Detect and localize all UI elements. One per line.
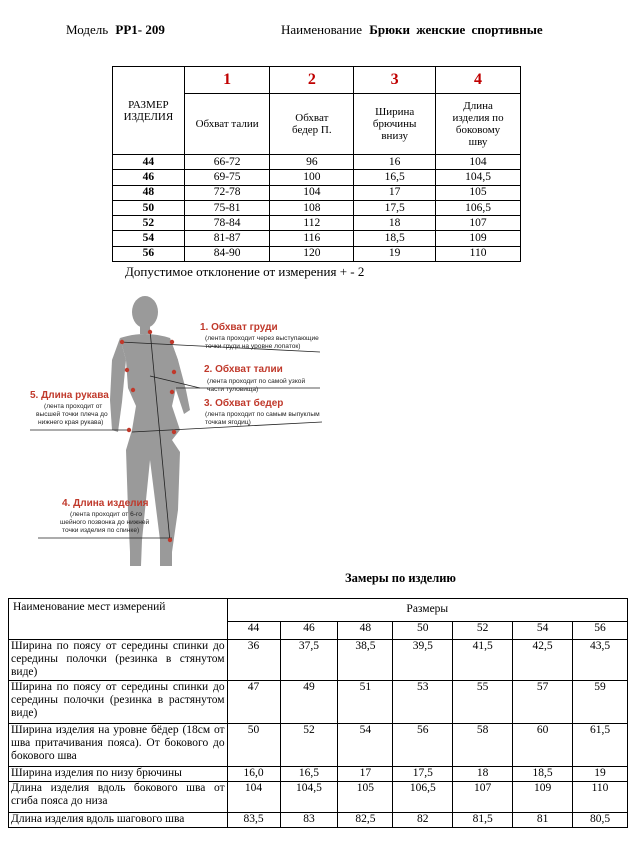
label-length-desc: шейного позвонка до нижней: [60, 519, 150, 526]
measure-value-cell: 80,5: [573, 813, 628, 828]
size-value-cell: 104: [436, 155, 521, 170]
size-cell: 50: [113, 200, 185, 215]
column-header: Обхват талии: [184, 94, 270, 155]
measure-value-cell: 19: [573, 767, 628, 782]
measure-value-cell: 82: [393, 813, 453, 828]
label-sleeve-title: 5. Длина рукава: [30, 390, 109, 401]
measure-value-cell: 83: [280, 813, 338, 828]
size-value-cell: 19: [354, 246, 436, 261]
measure-value-cell: 16,5: [280, 767, 338, 782]
size-value-cell: 116: [270, 231, 354, 246]
measure-value-cell: 18: [453, 767, 513, 782]
measure-row: [9, 813, 628, 828]
size-value-cell: 66-72: [184, 155, 270, 170]
size-value-cell: 107: [436, 216, 521, 231]
column-number: 4: [436, 67, 521, 94]
column-header: Ширина брючины внизу: [354, 94, 436, 155]
measure-value-cell: 81: [513, 813, 573, 828]
measure-row: [9, 681, 628, 724]
size-value-cell: 18: [354, 216, 436, 231]
column-header: Длина изделия по боковому шву: [436, 94, 521, 155]
measure-value-cell: 39,5: [393, 640, 453, 681]
measure-value-cell: 53: [393, 681, 453, 724]
column-header: Обхват бедер П.: [270, 94, 354, 155]
measurement-figure: [0, 290, 360, 575]
measure-value-cell: 42,5: [513, 640, 573, 681]
size-value-cell: 104: [270, 185, 354, 200]
measure-value-cell: 81,5: [453, 813, 513, 828]
column-number: 1: [184, 67, 270, 94]
measure-head-label: Наименование мест измерений: [9, 599, 228, 640]
measure-row: [9, 767, 628, 782]
measure-value-cell: 104: [227, 782, 280, 813]
measure-value-cell: 18,5: [513, 767, 573, 782]
size-header-cell: 50: [393, 621, 453, 639]
size-value-cell: 17,5: [354, 200, 436, 215]
label-sleeve-desc: нижнего края рукава): [38, 419, 104, 426]
measure-value-cell: 106,5: [393, 782, 453, 813]
measure-value-cell: 43,5: [573, 640, 628, 681]
product-name-line: [281, 22, 543, 38]
label-length-desc: (лента проходит от 6-го: [70, 511, 142, 518]
size-value-cell: 72-78: [184, 185, 270, 200]
size-row: [113, 170, 521, 185]
size-value-cell: 109: [436, 231, 521, 246]
label-length-desc: точки изделия по спинке): [62, 527, 140, 534]
size-value-cell: 78-84: [184, 216, 270, 231]
size-cell: 52: [113, 216, 185, 231]
size-cell: 46: [113, 170, 185, 185]
label-sleeve-desc: высшей точки плеча до: [36, 411, 108, 418]
size-header-cell: 46: [280, 621, 338, 639]
measure-name-cell: Ширина по поясу от середины спинки до середины полочки (резинка в стянутом виде): [9, 640, 228, 681]
name-value: Брюки женские спортивные: [369, 22, 543, 37]
size-table: [112, 66, 521, 262]
label-chest-title: 1. Обхват груди: [200, 322, 278, 333]
size-value-cell: 75-81: [184, 200, 270, 215]
size-value-cell: 104,5: [436, 170, 521, 185]
size-value-cell: 112: [270, 216, 354, 231]
measure-value-cell: 104,5: [280, 782, 338, 813]
measure-value-cell: 49: [280, 681, 338, 724]
size-row: [113, 231, 521, 246]
size-row: [113, 155, 521, 170]
size-header-cell: 44: [227, 621, 280, 639]
size-header-cell: 56: [573, 621, 628, 639]
size-header-cell: 48: [338, 621, 393, 639]
label-sleeve-desc: (лента проходит от: [44, 403, 103, 410]
measure-value-cell: 41,5: [453, 640, 513, 681]
measure-row: [9, 724, 628, 767]
measure-value-cell: 109: [513, 782, 573, 813]
measure-value-cell: 16,0: [227, 767, 280, 782]
size-row: [113, 185, 521, 200]
size-cell: 54: [113, 231, 185, 246]
measure-name-cell: Ширина изделия на уровне бёдер (18см от шва притачивания пояса). От бокового до бокового шва: [9, 724, 228, 767]
measure-value-cell: 38,5: [338, 640, 393, 681]
measure-value-cell: 105: [338, 782, 393, 813]
size-value-cell: 16,5: [354, 170, 436, 185]
measure-row: [9, 640, 628, 681]
name-label: Наименование: [281, 22, 362, 37]
measure-value-cell: 17,5: [393, 767, 453, 782]
size-value-cell: 84-90: [184, 246, 270, 261]
size-value-cell: 96: [270, 155, 354, 170]
label-chest-desc: (лента проходит через выступающие: [205, 335, 319, 342]
measure-value-cell: 50: [227, 724, 280, 767]
size-row-header: РАЗМЕР ИЗДЕЛИЯ: [113, 67, 185, 155]
measure-value-cell: 107: [453, 782, 513, 813]
measure-table: [8, 598, 628, 828]
size-value-cell: 18,5: [354, 231, 436, 246]
measure-value-cell: 51: [338, 681, 393, 724]
measure-name-cell: Длина изделия вдоль бокового шва от сгиба пояса до низа: [9, 782, 228, 813]
measure-value-cell: 110: [573, 782, 628, 813]
measure-name-cell: Ширина по поясу от середины спинки до середины полочки (резинка в растянутом виде): [9, 681, 228, 724]
size-cell: 44: [113, 155, 185, 170]
size-value-cell: 108: [270, 200, 354, 215]
measure-value-cell: 36: [227, 640, 280, 681]
size-value-cell: 100: [270, 170, 354, 185]
measure-value-cell: 59: [573, 681, 628, 724]
size-header-cell: 52: [453, 621, 513, 639]
measure-value-cell: 54: [338, 724, 393, 767]
measure-row: [9, 782, 628, 813]
size-value-cell: 110: [436, 246, 521, 261]
size-row: [113, 246, 521, 261]
measure-value-cell: 47: [227, 681, 280, 724]
label-chest-desc: точки груди на уровне лопаток): [205, 343, 301, 350]
size-cell: 56: [113, 246, 185, 261]
size-row: [113, 200, 521, 215]
measure-value-cell: 57: [513, 681, 573, 724]
size-header-cell: 54: [513, 621, 573, 639]
measure-value-cell: 52: [280, 724, 338, 767]
size-value-cell: 106,5: [436, 200, 521, 215]
model-value: РР1- 209: [115, 22, 165, 37]
size-value-cell: 81-87: [184, 231, 270, 246]
size-value-cell: 105: [436, 185, 521, 200]
label-hips-desc: (лента проходит по самым выпуклым: [205, 411, 320, 418]
measure-value-cell: 82,5: [338, 813, 393, 828]
measure-value-cell: 60: [513, 724, 573, 767]
label-length-title: 4. Длина изделия: [62, 498, 149, 509]
measure-value-cell: 56: [393, 724, 453, 767]
tolerance-note: Допустимое отклонение от измерения + - 2: [125, 264, 365, 279]
measure-value-cell: 58: [453, 724, 513, 767]
size-cell: 48: [113, 185, 185, 200]
model-label: Модель: [66, 22, 109, 37]
label-waist-desc: (лента проходит по самой узкой: [207, 378, 306, 385]
column-number: 2: [270, 67, 354, 94]
measure-value-cell: 61,5: [573, 724, 628, 767]
model-line: [66, 22, 165, 38]
size-value-cell: 16: [354, 155, 436, 170]
measure-value-cell: 17: [338, 767, 393, 782]
measure-table-title: Замеры по изделию: [345, 571, 456, 585]
measure-name-cell: Длина изделия вдоль шагового шва: [9, 813, 228, 828]
label-waist-title: 2. Обхват талии: [204, 364, 283, 375]
measure-value-cell: 37,5: [280, 640, 338, 681]
size-value-cell: 69-75: [184, 170, 270, 185]
size-row: [113, 216, 521, 231]
measure-value-cell: 55: [453, 681, 513, 724]
sizes-label: Размеры: [227, 599, 627, 622]
measure-name-cell: Ширина изделия по низу брючины: [9, 767, 228, 782]
label-hips-desc: точкам ягодиц): [205, 419, 251, 426]
label-waist-desc: части туловища): [207, 386, 259, 393]
size-value-cell: 17: [354, 185, 436, 200]
column-number: 3: [354, 67, 436, 94]
label-hips-title: 3. Обхват бедер: [204, 398, 284, 409]
size-value-cell: 120: [270, 246, 354, 261]
measure-value-cell: 83,5: [227, 813, 280, 828]
